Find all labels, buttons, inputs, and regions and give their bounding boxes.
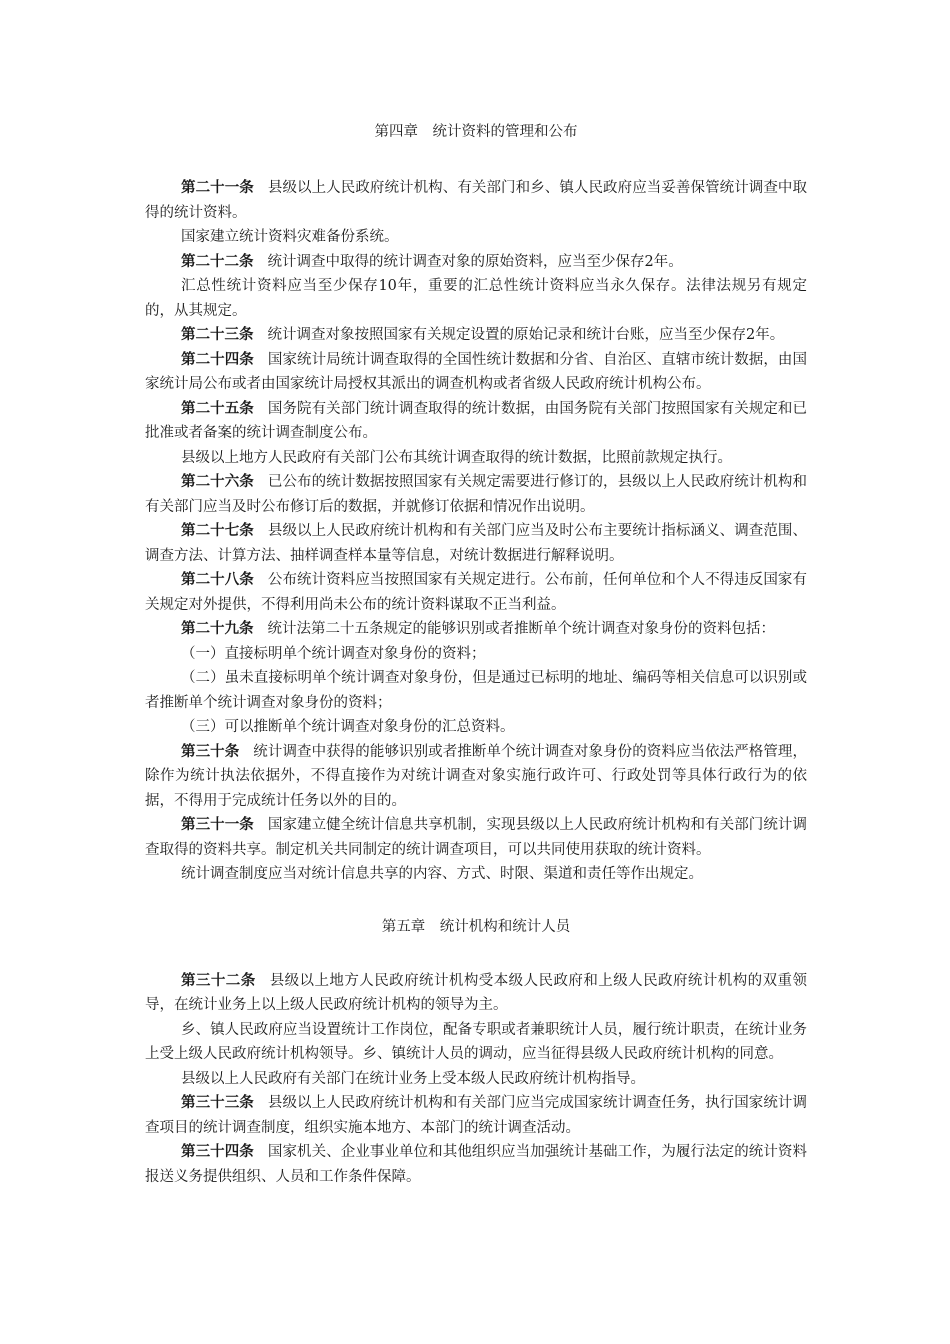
paragraph-text: （三）可以推断单个统计调查对象身份的汇总资料。 (181, 719, 515, 735)
paragraph (145, 470, 807, 519)
article-number: 第二十二条 (181, 252, 254, 270)
paragraph-text: 统计法第二十五条规定的能够识别或者推断单个统计调查对象身份的资料包括： (267, 621, 775, 637)
paragraph (145, 323, 807, 348)
paragraph (145, 274, 807, 323)
paragraph (145, 176, 807, 225)
paragraph-text: 国家建立健全统计信息共享机制，实现县级以上人民政府统计机构和有关部门统计调查取得的资料共享。制定机关共同制定的统计调查项目，可以共同使用获取的统计资料。 (145, 817, 808, 858)
paragraph-text: 国家机关、企业事业单位和其他组织应当加强统计基础工作，为履行法定的统计资料报送义务提供组织、人员和工作条件保障。 (145, 1144, 808, 1185)
paragraph-text: 国家统计局统计调查取得的全国性统计数据和分省、自治区、直辖市统计数据，由国家统计局公布或者由国家统计局授权其派出的调查机构或者省级人民政府统计机构公布。 (145, 351, 808, 392)
paragraph (145, 446, 807, 471)
paragraph-text: 国家建立统计资料灾难备份系统。 (181, 229, 399, 245)
article-number: 第三十一条 (181, 816, 254, 833)
article-number: 第二十一条 (181, 179, 254, 196)
paragraph-text: 乡、镇人民政府应当设置统计工作岗位，配备专职或者兼职统计人员，履行统计职责，在统计业务上受上级人民政府统计机构领导。乡、镇统计人员的调动，应当征得县级人民政府统计机构的同意。 (145, 1021, 807, 1062)
paragraph-text: 县级以上人民政府统计机构和有关部门应当及时公布主要统计指标涵义、调查范围、调查方法、计算方法、抽样调查样本量等信息，对统计数据进行解释说明。 (145, 523, 808, 564)
paragraph (145, 740, 807, 814)
paragraph (145, 715, 807, 740)
paragraph (145, 642, 807, 667)
paragraph-text: 县级以上人民政府统计机构、有关部门和乡、镇人民政府应当妥善保管统计调查中取得的统计资料。 (145, 180, 808, 221)
paragraph (145, 397, 807, 446)
article-number: 第二十三条 (181, 326, 254, 343)
article-number: 第二十六条 (181, 473, 254, 490)
paragraph-text: 县级以上人民政府有关部门在统计业务上受本级人民政府统计机构指导。 (181, 1070, 645, 1087)
paragraph (145, 666, 807, 715)
paragraph-text: 县级以上地方人民政府有关部门公布其统计调查取得的统计数据，比照前款规定执行。 (181, 449, 732, 466)
article-number: 第二十四条 (181, 350, 254, 368)
paragraph-text: 国务院有关部门统计调查取得的统计数据，由国务院有关部门按照国家有关规定和已批准或者备案的统计调查制度公布。 (145, 400, 808, 441)
paragraph-text: 县级以上人民政府统计机构和有关部门应当完成国家统计调查任务，执行国家统计调查项目的统计调查制度，组织实施本地方、本部门的统计调查活动。 (145, 1095, 808, 1136)
paragraph (145, 862, 807, 887)
paragraph (145, 1067, 807, 1092)
paragraph (145, 1091, 807, 1140)
article-number: 第三十二条 (181, 971, 256, 989)
paragraph-text: 县级以上地方人民政府统计机构受本级人民政府和上级人民政府统计机构的双重领导，在统计业务上以上级人民政府统计机构的领导为主。 (145, 972, 807, 1013)
chapter-5-body (145, 969, 807, 1190)
article-number: 第三十三条 (181, 1094, 254, 1111)
chapter-4-body (145, 176, 807, 887)
chapter-5-title: 第五章 统计机构和统计人员 (381, 918, 571, 935)
paragraph-text: 公布统计资料应当按照国家有关规定进行。公布前，任何单位和个人不得违反国家有关规定对外提供，不得利用尚未公布的统计资料谋取不正当利益。 (145, 572, 808, 613)
paragraph-text: 统计调查制度应当对统计信息共享的内容、方式、时限、渠道和责任等作出规定。 (181, 866, 703, 882)
paragraph (145, 1140, 807, 1189)
paragraph (145, 969, 807, 1018)
article-number: 第二十九条 (181, 620, 254, 637)
paragraph-text: 已公布的统计数据按照国家有关规定需要进行修订的，县级以上人民政府统计机构和有关部门应当及时公布修订后的数据，并就修订依据和情况作出说明。 (145, 474, 808, 515)
paragraph (145, 519, 807, 568)
paragraph (145, 348, 807, 397)
article-number: 第三十条 (181, 742, 240, 760)
paragraph (145, 250, 807, 275)
paragraph (145, 813, 807, 862)
article-number: 第三十四条 (181, 1143, 254, 1160)
paragraph (145, 225, 807, 250)
paragraph-text: 统计调查中获得的能够识别或者推断单个统计调查对象身份的资料应当依法严格管理，除作为统计执法依据外，不得直接作为对统计调查对象实施行政许可、行政处罚等具体行政行为的依据，不得用于完成统计任务以外的目的。 (145, 743, 808, 809)
chapter-4-title: 第四章 统计资料的管理和公布 (374, 124, 578, 140)
paragraph-text: 统计调查对象按照国家有关规定设置的原始记录和统计台账，应当至少保存2年。 (267, 327, 785, 343)
paragraph (145, 1018, 807, 1067)
paragraph-text: （一）直接标明单个统计调查对象身份的资料； (181, 645, 486, 662)
article-number: 第二十八条 (181, 571, 254, 588)
paragraph-text: （二）虽未直接标明单个统计调查对象身份，但是通过已标明的地址、编码等相关信息可以识别或者推断单个统计调查对象身份的资料； (145, 670, 807, 711)
document-body (145, 120, 807, 1189)
paragraph-text: 统计调查中取得的统计调查对象的原始资料，应当至少保存2年。 (267, 253, 683, 270)
article-number: 第二十五条 (181, 399, 254, 417)
article-number: 第二十七条 (181, 522, 254, 539)
paragraph (145, 617, 807, 642)
paragraph (145, 568, 807, 617)
paragraph-text: 汇总性统计资料应当至少保存10年，重要的汇总性统计资料应当永久保存。法律法规另有规定的，从其规定。 (145, 278, 807, 319)
